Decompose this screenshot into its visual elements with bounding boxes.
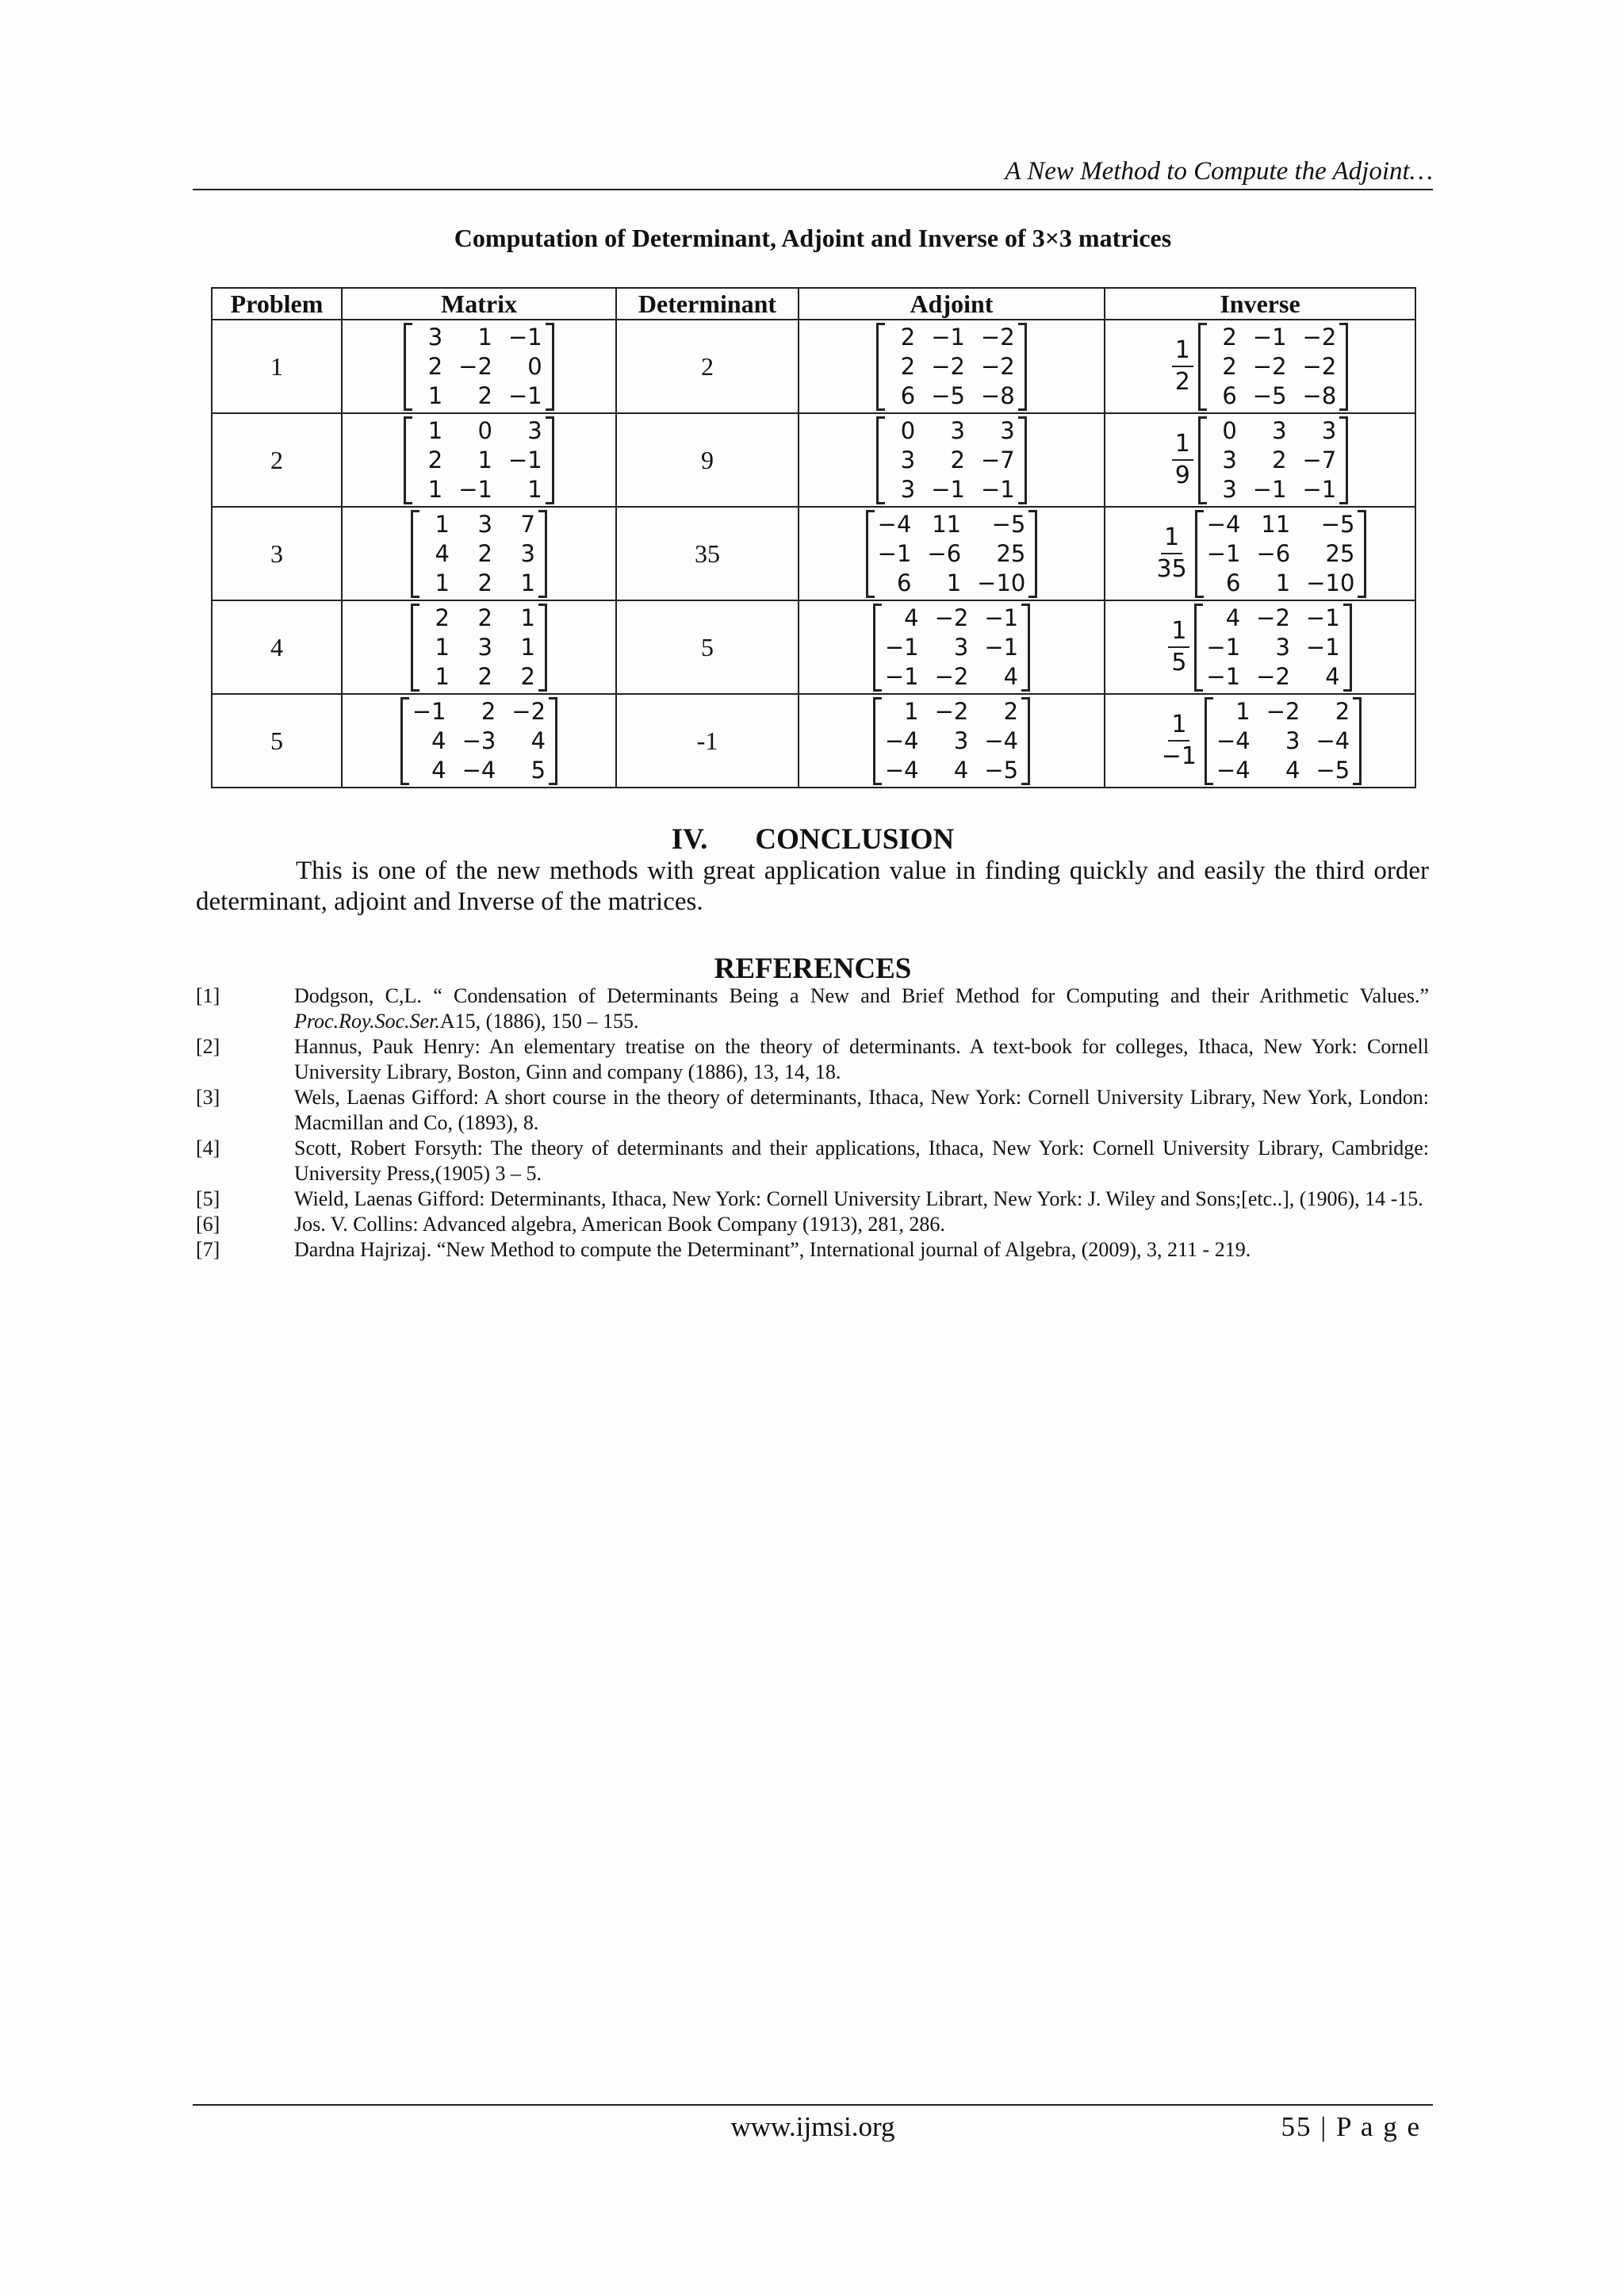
table-row bbox=[212, 320, 1415, 413]
matrix-entry: −2 bbox=[1256, 604, 1290, 631]
matrix-entry: 2 bbox=[1222, 323, 1237, 351]
matrix-entry: −5 bbox=[1252, 381, 1287, 409]
matrix-wrap bbox=[1154, 510, 1367, 598]
matrix-entry: 25 bbox=[1325, 539, 1355, 567]
matrix-entry: 3 bbox=[1000, 417, 1015, 444]
matrix-entry: 2 bbox=[477, 663, 492, 690]
matrix-entry: −1 bbox=[984, 634, 1019, 661]
matrix-wrap bbox=[873, 604, 1030, 692]
problem-cell: 2 bbox=[212, 413, 342, 507]
matrix-entry: −1 bbox=[1302, 475, 1337, 503]
column-header: Problem bbox=[212, 288, 342, 320]
reference-text bbox=[294, 983, 1429, 1034]
section-heading bbox=[193, 822, 1433, 858]
fraction-denominator: 5 bbox=[1171, 649, 1187, 677]
problem-cell: 4 bbox=[212, 600, 342, 694]
matrix-entry: −1 bbox=[1305, 604, 1340, 631]
conclusion-paragraph: This is one of the new methods with great application value in finding quickly and easily the third order determinant, adjoint and Inverse of the matrices. bbox=[196, 857, 1429, 916]
reference-item bbox=[196, 1212, 1429, 1237]
matrix-entry: −1 bbox=[508, 324, 542, 351]
matrix-entry: −4 bbox=[1216, 756, 1251, 784]
matrix-cell bbox=[342, 413, 616, 507]
matrix-wrap bbox=[1172, 416, 1349, 504]
matrix-entry: 1 bbox=[520, 569, 535, 596]
matrix-entry: 2 bbox=[1003, 698, 1019, 725]
fraction-numerator: 1 bbox=[1168, 618, 1189, 648]
section-title: CONCLUSION bbox=[755, 823, 955, 856]
table-header-row bbox=[212, 288, 1415, 320]
inverse-matrix bbox=[1194, 604, 1351, 692]
inverse-fraction bbox=[1159, 711, 1200, 770]
matrix-entry: 3 bbox=[1222, 475, 1237, 503]
matrix-entry: 3 bbox=[953, 727, 969, 754]
matrix-entry: −2 bbox=[458, 353, 492, 380]
adjoint-matrix bbox=[876, 323, 1027, 411]
matrix-entry: 3 bbox=[950, 417, 965, 444]
matrix-entry: 5 bbox=[530, 757, 546, 784]
reference-citation: Jos. V. Collins: Advanced algebra, American Book Company (1913), 281, 286. bbox=[294, 1213, 945, 1236]
matrix-entry: 2 bbox=[435, 604, 450, 631]
matrix-entry: −1 bbox=[931, 476, 965, 503]
matrix-entry: 2 bbox=[427, 447, 443, 473]
matrix-entry: −1 bbox=[877, 540, 912, 567]
input-matrix bbox=[404, 416, 554, 504]
determinant-cell: 9 bbox=[616, 413, 799, 507]
reference-tag: [5] bbox=[196, 1187, 220, 1210]
reference-item bbox=[196, 1136, 1429, 1186]
inverse-matrix bbox=[1205, 697, 1362, 785]
matrix-entry: −6 bbox=[1256, 539, 1291, 567]
matrix-entry: 11 bbox=[932, 511, 962, 538]
matrix-entry: −2 bbox=[934, 663, 969, 690]
footer-rule bbox=[193, 2104, 1433, 2106]
reference-journal: Proc.Roy.Soc.Ser. bbox=[294, 1010, 440, 1033]
adjoint-cell bbox=[799, 320, 1105, 413]
matrix-entry: −2 bbox=[981, 324, 1015, 351]
matrix-entry: −8 bbox=[981, 382, 1015, 409]
inverse-matrix bbox=[1198, 416, 1349, 504]
matrix-entry: −5 bbox=[984, 757, 1019, 784]
reference-citation: Dodgson, C,L. “ Condensation of Determinants Being a New and Brief Method for Computing and their Arithmetic Values.” bbox=[294, 984, 1429, 1007]
fraction-numerator: 1 bbox=[1168, 711, 1189, 742]
matrix-entry: −1 bbox=[984, 604, 1019, 631]
matrix-entry: −2 bbox=[1252, 352, 1287, 380]
matrix-entry: 1 bbox=[435, 511, 450, 538]
matrix-entry: 3 bbox=[1275, 633, 1290, 661]
matrix-entry: −1 bbox=[884, 663, 919, 690]
matrix-entry: −5 bbox=[1316, 756, 1350, 784]
matrix-entry: 3 bbox=[520, 540, 535, 567]
matrix-entry: −1 bbox=[1305, 633, 1340, 661]
matrix-wrap bbox=[876, 323, 1027, 411]
adjoint-matrix bbox=[873, 697, 1030, 785]
adjoint-matrix bbox=[873, 604, 1030, 692]
matrix-entry: 1 bbox=[527, 476, 542, 503]
matrix-entry: 2 bbox=[1272, 446, 1287, 473]
adjoint-cell bbox=[799, 413, 1105, 507]
matrix-entry: 1 bbox=[520, 634, 535, 661]
problem-cell: 1 bbox=[212, 320, 342, 413]
matrix-entry: −2 bbox=[934, 698, 969, 725]
matrix-entry: 4 bbox=[431, 727, 446, 754]
table-body bbox=[212, 320, 1415, 788]
matrix-wrap bbox=[1159, 697, 1362, 785]
matrix-entry: −1 bbox=[1206, 539, 1241, 567]
matrix-entry: −2 bbox=[1266, 697, 1300, 725]
matrix-cell bbox=[342, 320, 616, 413]
matrix-entry: 2 bbox=[1335, 697, 1350, 725]
adjoint-cell bbox=[799, 600, 1105, 694]
reference-citation: Hannus, Pauk Henry: An elementary treatise on the theory of determinants. A text-book for colleges, Ithaca, New York: Cornell University Library, Boston, Ginn and company (1886), 13, 14, 18. bbox=[294, 1035, 1429, 1083]
adjoint-cell bbox=[799, 507, 1105, 600]
matrix-entry: −5 bbox=[991, 511, 1026, 538]
input-matrix bbox=[411, 604, 547, 692]
matrix-entry: 11 bbox=[1261, 510, 1291, 538]
matrix-entry: −4 bbox=[462, 757, 496, 784]
matrix-wrap bbox=[1172, 323, 1349, 411]
footer-url: www.ijmsi.org bbox=[730, 2111, 895, 2142]
input-matrix bbox=[400, 697, 557, 785]
table-row bbox=[212, 507, 1415, 600]
matrix-cell bbox=[342, 507, 616, 600]
matrix-cell bbox=[342, 694, 616, 788]
matrix-entry: 1 bbox=[427, 476, 443, 503]
matrix-entry: 1 bbox=[946, 569, 962, 596]
inverse-cell bbox=[1105, 694, 1415, 788]
matrix-entry: −2 bbox=[931, 353, 965, 380]
matrix-entry: −10 bbox=[977, 569, 1026, 596]
matrix-entry: 1 bbox=[1235, 697, 1251, 725]
matrix-entry: 2 bbox=[477, 382, 492, 409]
fraction-numerator: 1 bbox=[1172, 337, 1193, 367]
matrix-entry: −2 bbox=[934, 604, 969, 631]
matrix-entry: 2 bbox=[1222, 352, 1237, 380]
matrix-entry: 2 bbox=[900, 353, 916, 380]
reference-tag: [3] bbox=[196, 1086, 220, 1109]
matrix-wrap bbox=[1168, 604, 1351, 692]
matrix-entry: −8 bbox=[1302, 381, 1337, 409]
table-row bbox=[212, 600, 1415, 694]
matrix-entry: −4 bbox=[1316, 726, 1350, 754]
matrix-entry: −1 bbox=[508, 382, 542, 409]
matrix-entry: 4 bbox=[530, 727, 546, 754]
reference-tag: [1] bbox=[196, 984, 220, 1007]
column-header: Inverse bbox=[1105, 288, 1415, 320]
matrix-entry: 4 bbox=[435, 540, 450, 567]
adjoint-matrix bbox=[866, 510, 1038, 598]
matrix-entry: −4 bbox=[884, 727, 919, 754]
matrix-entry: 3 bbox=[1222, 446, 1237, 473]
matrix-entry: 4 bbox=[1225, 604, 1241, 631]
matrix-entry: 2 bbox=[477, 540, 492, 567]
matrix-entry: −2 bbox=[981, 353, 1015, 380]
matrix-entry: −1 bbox=[1252, 323, 1287, 351]
matrix-entry: 2 bbox=[477, 569, 492, 596]
matrix-entry: 1 bbox=[427, 382, 443, 409]
matrix-entry: −2 bbox=[1302, 352, 1337, 380]
inverse-fraction bbox=[1172, 431, 1193, 489]
input-matrix bbox=[404, 323, 554, 411]
matrix-entry: 3 bbox=[1285, 726, 1300, 754]
reference-text bbox=[294, 1186, 1429, 1212]
fraction-denominator: 9 bbox=[1174, 462, 1190, 489]
reference-item bbox=[196, 1237, 1429, 1263]
matrix-entry: 4 bbox=[431, 757, 446, 784]
column-header: Determinant bbox=[616, 288, 799, 320]
inverse-matrix bbox=[1198, 323, 1349, 411]
column-header: Matrix bbox=[342, 288, 616, 320]
inverse-fraction bbox=[1154, 524, 1190, 583]
matrix-entry: −1 bbox=[458, 476, 492, 503]
determinant-cell: 5 bbox=[616, 600, 799, 694]
matrix-entry: 1 bbox=[477, 324, 492, 351]
reference-citation: Wield, Laenas Gifford: Determinants, Ithaca, New York: Cornell University Librart, New York: J. Wiley and Sons;[etc..], (1906), 14 -15. bbox=[294, 1187, 1423, 1210]
problem-cell: 5 bbox=[212, 694, 342, 788]
matrix-entry: −1 bbox=[508, 447, 542, 473]
matrix-wrap bbox=[873, 697, 1030, 785]
matrix-entry: −1 bbox=[981, 476, 1015, 503]
matrix-entry: 6 bbox=[1226, 569, 1241, 596]
matrix-wrap bbox=[411, 604, 547, 692]
matrix-cell bbox=[342, 600, 616, 694]
matrix-entry: 3 bbox=[900, 447, 916, 473]
matrix-entry: 2 bbox=[900, 324, 916, 351]
matrix-entry: −2 bbox=[511, 698, 546, 725]
page-number: 55 | P a g e bbox=[1281, 2111, 1421, 2142]
results-table bbox=[211, 287, 1416, 788]
determinant-cell: 2 bbox=[616, 320, 799, 413]
fraction-numerator: 1 bbox=[1172, 431, 1193, 461]
reference-tag: [6] bbox=[196, 1213, 220, 1236]
matrix-entry: 1 bbox=[427, 417, 443, 444]
matrix-entry: 2 bbox=[427, 353, 443, 380]
references-list bbox=[196, 983, 1429, 1263]
fraction-denominator: −1 bbox=[1161, 742, 1197, 770]
fraction-denominator: 35 bbox=[1156, 555, 1187, 583]
matrix-entry: −10 bbox=[1306, 569, 1355, 596]
matrix-entry: 3 bbox=[1272, 416, 1287, 444]
matrix-entry: 2 bbox=[481, 698, 496, 725]
matrix-entry: 3 bbox=[427, 324, 443, 351]
matrix-entry: −4 bbox=[884, 757, 919, 784]
reference-citation: Dardna Hajrizaj. “New Method to compute the Determinant”, International journal of Algebra, (2009), 3, 211 - 219. bbox=[294, 1238, 1251, 1261]
matrix-entry: −4 bbox=[984, 727, 1019, 754]
reference-text bbox=[294, 1085, 1429, 1136]
inverse-fraction bbox=[1168, 618, 1189, 677]
matrix-wrap bbox=[404, 323, 554, 411]
inverse-cell bbox=[1105, 320, 1415, 413]
matrix-entry: 4 bbox=[1003, 663, 1019, 690]
determinant-cell: -1 bbox=[616, 694, 799, 788]
matrix-entry: 7 bbox=[520, 511, 535, 538]
inverse-cell bbox=[1105, 507, 1415, 600]
matrix-wrap bbox=[411, 510, 547, 598]
inverse-fraction bbox=[1172, 337, 1193, 396]
matrix-entry: −7 bbox=[1302, 446, 1337, 473]
matrix-entry: 3 bbox=[953, 634, 969, 661]
input-matrix bbox=[411, 510, 547, 598]
matrix-entry: 3 bbox=[1321, 416, 1337, 444]
matrix-entry: 1 bbox=[435, 663, 450, 690]
reference-citation: Wels, Laenas Gifford: A short course in the theory of determinants, Ithaca, New York: Cornell University Library, New York, London: Macmillan and Co, (1893), 8. bbox=[294, 1086, 1429, 1134]
reference-text bbox=[294, 1212, 1429, 1237]
table-caption: Computation of Determinant, Adjoint and Inverse of 3×3 matrices bbox=[454, 224, 1172, 252]
matrix-entry: −1 bbox=[1252, 475, 1287, 503]
matrix-entry: 3 bbox=[527, 417, 542, 444]
matrix-entry: 4 bbox=[1325, 662, 1340, 690]
matrix-entry: 0 bbox=[477, 417, 492, 444]
reference-text bbox=[294, 1034, 1429, 1085]
inverse-cell bbox=[1105, 600, 1415, 694]
matrix-entry: 2 bbox=[950, 447, 965, 473]
matrix-entry: 25 bbox=[996, 540, 1026, 567]
reference-item bbox=[196, 1186, 1429, 1212]
matrix-entry: 1 bbox=[520, 604, 535, 631]
section-number: IV. bbox=[671, 823, 708, 856]
matrix-entry: −4 bbox=[1216, 726, 1251, 754]
matrix-entry: 0 bbox=[527, 353, 542, 380]
matrix-entry: −1 bbox=[412, 698, 446, 725]
matrix-entry: 1 bbox=[1275, 569, 1291, 596]
reference-tag: [2] bbox=[196, 1035, 220, 1058]
matrix-entry: 1 bbox=[904, 698, 919, 725]
inverse-cell bbox=[1105, 413, 1415, 507]
reference-citation: Scott, Robert Forsyth: The theory of determinants and their applications, Ithaca, New York: Cornell University Library, Cambridge: University Press,(1905) 3 – 5. bbox=[294, 1137, 1429, 1185]
matrix-entry: 6 bbox=[1222, 381, 1237, 409]
matrix-entry: 6 bbox=[896, 569, 912, 596]
reference-item bbox=[196, 1085, 1429, 1136]
matrix-entry: −2 bbox=[1256, 662, 1290, 690]
matrix-entry: −1 bbox=[1206, 662, 1241, 690]
adjoint-cell bbox=[799, 694, 1105, 788]
matrix-entry: 6 bbox=[900, 382, 916, 409]
reference-details: A15, (1886), 150 – 155. bbox=[439, 1010, 639, 1033]
matrix-entry: −7 bbox=[981, 447, 1015, 473]
matrix-entry: −5 bbox=[1320, 510, 1355, 538]
reference-item bbox=[196, 983, 1429, 1034]
matrix-entry: 4 bbox=[953, 757, 969, 784]
reference-text bbox=[294, 1237, 1429, 1263]
table-row bbox=[212, 694, 1415, 788]
matrix-entry: 3 bbox=[477, 511, 492, 538]
fraction-denominator: 2 bbox=[1174, 368, 1190, 396]
matrix-entry: 2 bbox=[477, 604, 492, 631]
table-row bbox=[212, 413, 1415, 507]
matrix-entry: 4 bbox=[1285, 756, 1300, 784]
references-heading: REFERENCES bbox=[714, 953, 912, 985]
column-header: Adjoint bbox=[799, 288, 1105, 320]
matrix-entry: 1 bbox=[435, 569, 450, 596]
reference-tag: [7] bbox=[196, 1238, 220, 1261]
header-rule bbox=[193, 189, 1433, 190]
problem-cell: 3 bbox=[212, 507, 342, 600]
adjoint-matrix bbox=[876, 416, 1027, 504]
matrix-wrap bbox=[400, 697, 557, 785]
matrix-entry: −3 bbox=[462, 727, 496, 754]
matrix-entry: 1 bbox=[477, 447, 492, 473]
matrix-entry: −4 bbox=[1206, 510, 1241, 538]
fraction-numerator: 1 bbox=[1161, 524, 1182, 554]
reference-item bbox=[196, 1034, 1429, 1085]
matrix-entry: 2 bbox=[520, 663, 535, 690]
matrix-entry: 3 bbox=[900, 476, 916, 503]
matrix-wrap bbox=[876, 416, 1027, 504]
inverse-matrix bbox=[1195, 510, 1367, 598]
matrix-wrap bbox=[404, 416, 554, 504]
matrix-entry: 3 bbox=[477, 634, 492, 661]
matrix-wrap bbox=[866, 510, 1038, 598]
matrix-entry: −1 bbox=[1206, 633, 1241, 661]
reference-text bbox=[294, 1136, 1429, 1186]
matrix-entry: −4 bbox=[877, 511, 912, 538]
matrix-entry: −1 bbox=[884, 634, 919, 661]
matrix-entry: −5 bbox=[931, 382, 965, 409]
matrix-entry: −6 bbox=[927, 540, 962, 567]
determinant-cell: 35 bbox=[616, 507, 799, 600]
matrix-entry: 0 bbox=[900, 417, 916, 444]
reference-tag: [4] bbox=[196, 1137, 220, 1159]
matrix-entry: 1 bbox=[435, 634, 450, 661]
matrix-entry: −1 bbox=[931, 324, 965, 351]
matrix-entry: 0 bbox=[1222, 416, 1237, 444]
matrix-entry: 4 bbox=[904, 604, 919, 631]
running-title: A New Method to Compute the Adjoint… bbox=[1005, 157, 1433, 186]
matrix-entry: −2 bbox=[1302, 323, 1337, 351]
